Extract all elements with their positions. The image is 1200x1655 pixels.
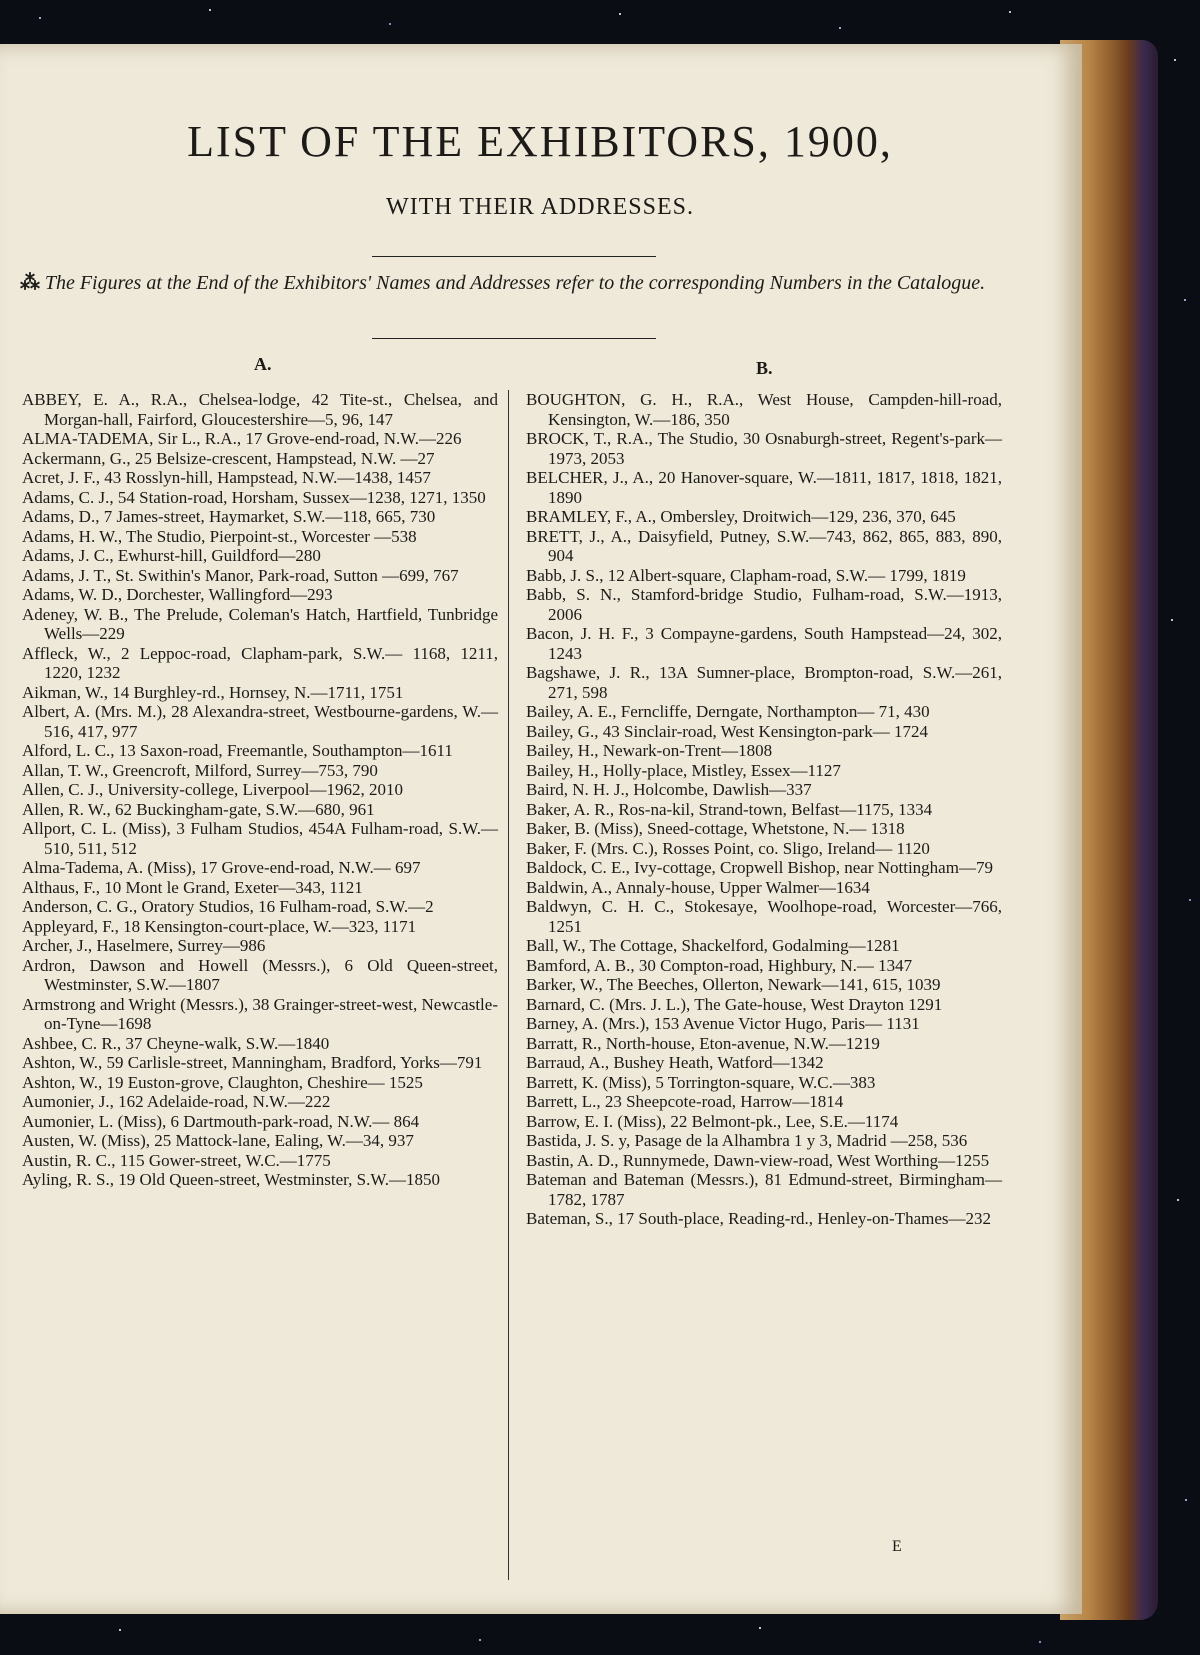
exhibitor-entry: Barrow, E. I. (Miss), 22 Belmont-pk., Lee, S.E.—1174: [526, 1111, 899, 1131]
exhibitor-entry: Adams, H. W., The Studio, Pierpoint-st., Worcester —538: [22, 526, 417, 546]
exhibitor-entry: Ball, W., The Cottage, Shackelford, Godalming—1281: [526, 936, 900, 955]
exhibitor-entry: Allen, C. J., University-college, Liverpool—1962, 2010: [22, 780, 404, 799]
exhibitor-entry: Bailey, H., Newark-on-Trent—1808: [526, 741, 773, 760]
book-page: [0, 44, 1082, 1614]
exhibitor-entry: Bailey, H., Holly-place, Mistley, Essex—1127: [526, 760, 841, 780]
exhibitor-list-a: [22, 390, 498, 1190]
exhibitor-entry: Bateman, S., 17 South-place, Reading-rd., Henley-on-Thames—232: [526, 1209, 992, 1228]
exhibitor-entry: Barrett, L., 23 Sheepcote-road, Harrow—1814: [526, 1092, 844, 1111]
exhibitor-entry: Austen, W. (Miss), 25 Mattock-lane, Ealing, W.—34, 937: [22, 1131, 414, 1150]
exhibitor-entry: Bastin, A. D., Runnymede, Dawn-view-road, West Worthing—1255: [526, 1150, 990, 1170]
exhibitor-entry: Alford, L. C., 13 Saxon-road, Freemantle, Southampton—1611: [22, 741, 453, 760]
exhibitor-entry: Barrett, K. (Miss), 5 Torrington-square, W.C.—383: [526, 1072, 876, 1092]
section-heading-b: B.: [756, 358, 773, 378]
exhibitor-entry: Babb, S. N., Stamford-bridge Studio, Fulham-road, S.W.—1913, 2006: [526, 585, 1002, 624]
page-subtitle: WITH THEIR ADDRESSES.: [386, 194, 694, 220]
exhibitor-entry: Baker, A. R., Ros-na-kil, Strand-town, Belfast—1175, 1334: [526, 799, 933, 819]
exhibitor-entry: Adams, C. J., 54 Station-road, Horsham, Sussex—1238, 1271, 1350: [22, 487, 486, 507]
exhibitor-entry: Ackermann, G., 25 Belsize-crescent, Hampstead, N.W. —27: [22, 448, 435, 468]
exhibitor-entry: Anderson, C. G., Oratory Studios, 16 Fulham-road, S.W.—2: [22, 897, 434, 916]
exhibitor-entry: Bastida, J. S. y, Pasage de la Alhambra 1 y 3, Madrid —258, 536: [526, 1131, 968, 1150]
exhibitor-entry: Affleck, W., 2 Leppoc-road, Clapham-park, S.W.— 1168, 1211, 1220, 1232: [22, 643, 498, 682]
exhibitor-entry: Barraud, A., Bushey Heath, Watford—1342: [526, 1053, 824, 1072]
exhibitor-entry: Adams, W. D., Dorchester, Wallingford—293: [22, 585, 333, 604]
column-divider: [508, 390, 509, 1580]
exhibitor-entry: Bailey, G., 43 Sinclair-road, West Kensington-park— 1724: [526, 721, 928, 741]
exhibitor-entry: Baird, N. H. J., Holcombe, Dawlish—337: [526, 780, 812, 799]
asterism-mark: ⁂: [20, 272, 40, 294]
exhibitor-entry: Ashton, W., 59 Carlisle-street, Manningham, Bradford, Yorks—791: [22, 1053, 483, 1072]
exhibitor-entry: Allan, T. W., Greencroft, Milford, Surrey—753, 790: [22, 760, 378, 780]
exhibitor-entry: Archer, J., Haselmere, Surrey—986: [22, 936, 266, 955]
exhibitor-entry: Baker, F. (Mrs. C.), Rosses Point, co. Sligo, Ireland— 1120: [526, 838, 930, 858]
exhibitor-entry: Bacon, J. H. F., 3 Compayne-gardens, South Hampstead—24, 302, 1243: [526, 624, 1002, 663]
rule-lower: [372, 338, 656, 339]
exhibitor-entry: ABBEY, E. A., R.A., Chelsea-lodge, 42 Tite-st., Chelsea, and Morgan-hall, Fairford, Gloucestershire—5, 96, 147: [22, 390, 498, 429]
exhibitor-entry: Althaus, F., 10 Mont le Grand, Exeter—343, 1121: [22, 877, 363, 897]
exhibitor-entry: Aumonier, L. (Miss), 6 Dartmouth-park-road, N.W.— 864: [22, 1111, 420, 1131]
rule-upper: [372, 256, 656, 257]
exhibitor-entry: Austin, R. C., 115 Gower-street, W.C.—1775: [22, 1150, 331, 1170]
exhibitor-entry: Bailey, A. E., Ferncliffe, Derngate, Northampton— 71, 430: [526, 702, 930, 721]
exhibitor-entry: Baldwin, A., Annaly-house, Upper Walmer—1634: [526, 877, 870, 897]
exhibitor-entry: BOUGHTON, G. H., R.A., West House, Campden-hill-road, Kensington, W.—186, 350: [526, 390, 1002, 429]
exhibitor-list-b: [526, 390, 1002, 1229]
exhibitor-entry: Adeney, W. B., The Prelude, Coleman's Hatch, Hartfield, Tunbridge Wells—229: [22, 604, 498, 643]
exhibitor-entry: BROCK, T., R.A., The Studio, 30 Osnaburgh-street, Regent's-park—1973, 2053: [526, 429, 1002, 468]
catalogue-note: [20, 270, 1010, 297]
exhibitor-entry: ALMA-TADEMA, Sir L., R.A., 17 Grove-end-road, N.W.—226: [22, 429, 462, 448]
exhibitor-entry: Bateman and Bateman (Messrs.), 81 Edmund-street, Birmingham—1782, 1787: [526, 1170, 1002, 1209]
exhibitor-entry: Baldwyn, C. H. C., Stokesaye, Woolhope-road, Worcester—766, 1251: [526, 897, 1002, 936]
exhibitor-entry: Ashton, W., 19 Euston-grove, Claughton, Cheshire— 1525: [22, 1072, 423, 1092]
exhibitor-entry: Ashbee, C. R., 37 Cheyne-walk, S.W.—1840: [22, 1033, 330, 1053]
exhibitor-entry: Adams, J. C., Ewhurst-hill, Guildford—280: [22, 546, 321, 565]
signature-mark: E: [892, 1538, 902, 1555]
catalogue-note-text: The Figures at the End of the Exhibitors' Names and Addresses refer to the corresponding Numbers in the Catalogue.: [44, 272, 986, 294]
exhibitor-entry: Acret, J. F., 43 Rosslyn-hill, Hampstead, N.W.—1438, 1457: [22, 468, 431, 487]
exhibitor-entry: Baker, B. (Miss), Sneed-cottage, Whetstone, N.— 1318: [526, 819, 905, 838]
exhibitor-entry: BELCHER, J., A., 20 Hanover-square, W.—1811, 1817, 1818, 1821, 1890: [526, 468, 1002, 507]
exhibitor-entry: Allport, C. L. (Miss), 3 Fulham Studios, 454A Fulham-road, S.W.—510, 511, 512: [22, 819, 498, 858]
exhibitor-entry: Barratt, R., North-house, Eton-avenue, N.W.—1219: [526, 1033, 880, 1053]
exhibitor-entry: BRETT, J., A., Daisyfield, Putney, S.W.—743, 862, 865, 883, 890, 904: [526, 526, 1002, 565]
exhibitor-entry: Armstrong and Wright (Messrs.), 38 Grainger-street-west, Newcastle-on-Tyne—1698: [22, 994, 498, 1033]
exhibitor-entry: Allen, R. W., 62 Buckingham-gate, S.W.—680, 961: [22, 799, 375, 819]
exhibitor-entry: Aikman, W., 14 Burghley-rd., Hornsey, N.—1711, 1751: [22, 682, 404, 702]
exhibitor-entry: Ardron, Dawson and Howell (Messrs.), 6 Old Queen-street, Westminster, S.W.—1807: [22, 955, 498, 994]
exhibitor-entry: Aumonier, J., 162 Adelaide-road, N.W.—222: [22, 1092, 331, 1111]
exhibitor-entry: Baldock, C. E., Ivy-cottage, Cropwell Bishop, near Nottingham—79: [526, 858, 993, 877]
exhibitor-entry: Bamford, A. B., 30 Compton-road, Highbury, N.— 1347: [526, 955, 913, 975]
exhibitor-entry: Adams, D., 7 James-street, Haymarket, S.W.—118, 665, 730: [22, 507, 436, 526]
exhibitor-entry: Alma-Tadema, A. (Miss), 17 Grove-end-road, N.W.— 697: [22, 858, 421, 877]
exhibitor-entry: BRAMLEY, F., A., Ombersley, Droitwich—129, 236, 370, 645: [526, 507, 956, 526]
page-title: LIST OF THE EXHIBITORS, 1900,: [187, 117, 893, 166]
exhibitor-entry: Adams, J. T., St. Swithin's Manor, Park-road, Sutton —699, 767: [22, 565, 459, 585]
exhibitor-entry: Babb, J. S., 12 Albert-square, Clapham-road, S.W.— 1799, 1819: [526, 565, 966, 585]
exhibitor-entry: Barney, A. (Mrs.), 153 Avenue Victor Hugo, Paris— 1131: [526, 1014, 920, 1033]
exhibitor-entry: Ayling, R. S., 19 Old Queen-street, Westminster, S.W.—1850: [22, 1170, 441, 1189]
exhibitor-entry: Barnard, C. (Mrs. J. L.), The Gate-house, West Drayton 1291: [526, 994, 943, 1014]
exhibitor-entry: Albert, A. (Mrs. M.), 28 Alexandra-street, Westbourne-gardens, W.—516, 417, 977: [22, 702, 498, 741]
section-heading-a: A.: [254, 354, 272, 374]
exhibitor-entry: Appleyard, F., 18 Kensington-court-place, W.—323, 1171: [22, 916, 417, 936]
exhibitor-entry: Bagshawe, J. R., 13A Sumner-place, Brompton-road, S.W.—261, 271, 598: [526, 663, 1002, 702]
exhibitor-entry: Barker, W., The Beeches, Ollerton, Newark—141, 615, 1039: [526, 975, 941, 994]
